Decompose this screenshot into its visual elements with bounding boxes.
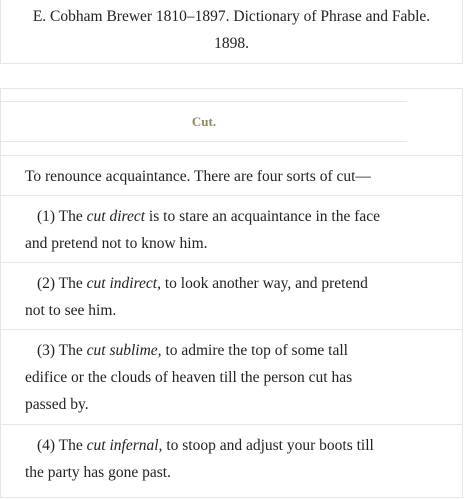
item-term: cut sublime, bbox=[86, 342, 162, 359]
citation-line-2: 1898. bbox=[214, 35, 249, 52]
intro-text: To renounce acquaintance. There are four sorts of cut— bbox=[25, 168, 371, 185]
item-text: to look another way, and pretend bbox=[160, 275, 368, 292]
item-text: to admire the top of some tall bbox=[161, 342, 348, 359]
entry-item-3 bbox=[1, 329, 462, 425]
item-text-continued: and pretend not to know him. bbox=[25, 235, 208, 252]
item-text-continued: the party has gone past. bbox=[25, 464, 171, 481]
item-number: (1) The bbox=[37, 208, 87, 225]
item-term: cut infernal, bbox=[86, 437, 163, 454]
item-text-continued: not to see him. bbox=[25, 302, 117, 319]
item-text-continued-2: passed by. bbox=[25, 396, 89, 413]
citation-line-1: E. Cobham Brewer 1810–1897. Dictionary of Phrase and Fable. bbox=[32, 8, 431, 25]
item-term: cut direct bbox=[86, 208, 146, 225]
item-number: (2) The bbox=[37, 275, 87, 292]
entry-item-2 bbox=[1, 262, 462, 330]
entry-item-4 bbox=[1, 424, 462, 499]
item-text-continued: edifice or the clouds of heaven till the person cut has bbox=[25, 369, 353, 386]
entry-item-1 bbox=[1, 195, 462, 263]
item-number: (3) The bbox=[37, 342, 87, 359]
item-term: cut indirect, bbox=[86, 275, 161, 292]
entry-intro bbox=[1, 155, 462, 196]
citation-panel bbox=[0, 0, 463, 64]
entry-title: Cut. bbox=[1, 101, 407, 142]
item-number: (4) The bbox=[37, 437, 87, 454]
entry-panel bbox=[0, 88, 463, 498]
item-text: is to stare an acquaintance in the face bbox=[145, 208, 381, 225]
item-text: to stoop and adjust your boots till bbox=[162, 437, 374, 454]
